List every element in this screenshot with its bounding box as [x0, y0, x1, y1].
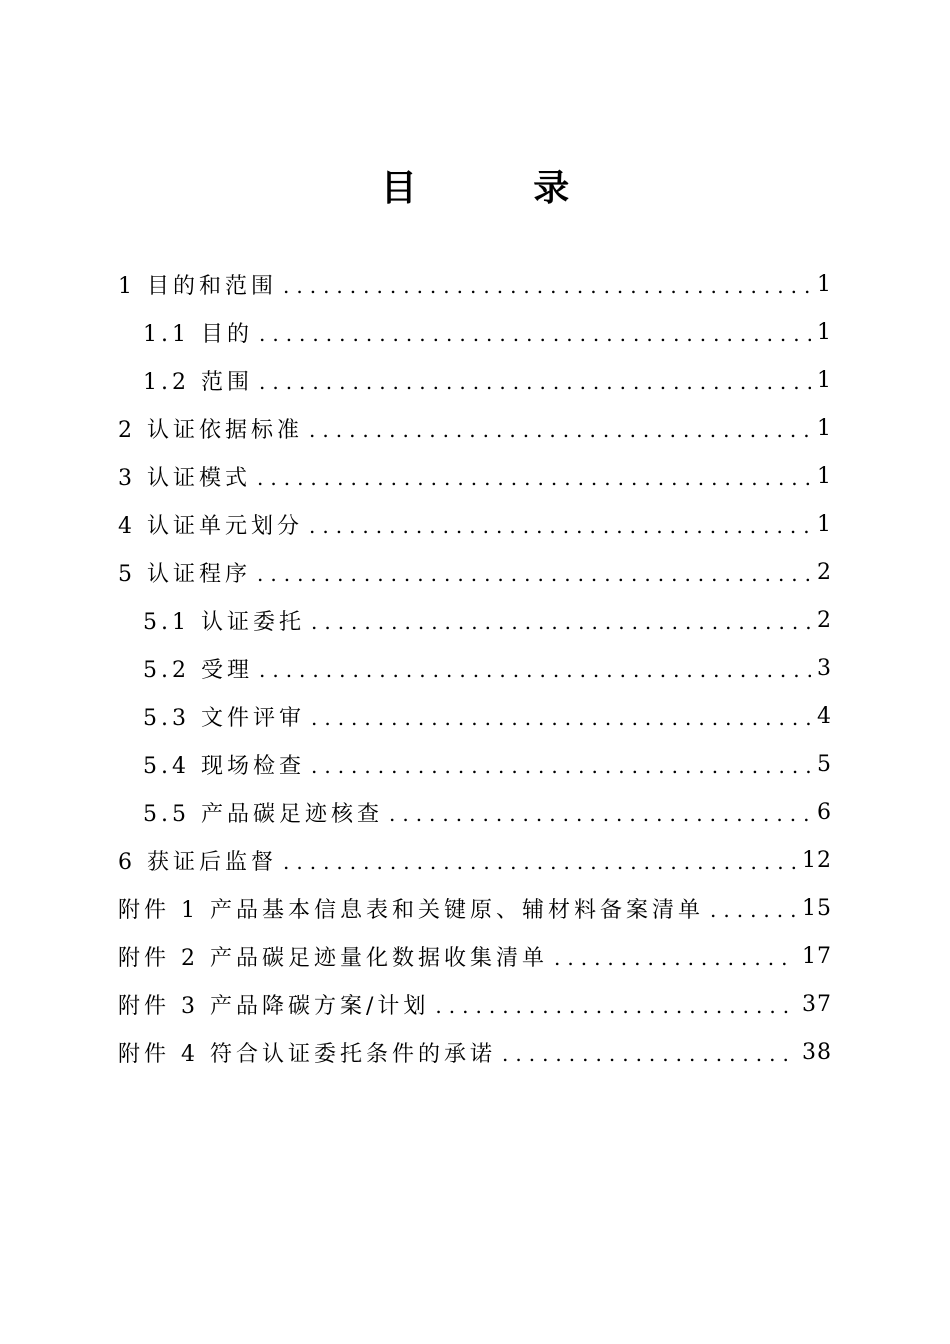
toc-entry[interactable]	[118, 934, 832, 978]
toc-entry-page: 3	[817, 655, 832, 681]
dot-leader	[283, 274, 811, 298]
toc-entry[interactable]	[118, 502, 832, 546]
toc-entry[interactable]	[143, 742, 832, 786]
dot-leader	[309, 514, 811, 538]
dot-leader	[259, 322, 811, 346]
dot-leader	[502, 1042, 796, 1066]
toc-entry-page: 5	[817, 751, 832, 777]
page-title: 目 录	[380, 167, 622, 209]
toc-entry-page: 2	[817, 559, 832, 585]
toc-entry[interactable]	[118, 454, 832, 498]
dot-leader	[257, 562, 811, 586]
toc-entry-label: 1 目的和范围	[118, 273, 277, 299]
toc-entry[interactable]	[143, 694, 832, 738]
dot-leader	[259, 370, 811, 394]
toc-entry-label: 5.1 认证委托	[143, 609, 305, 635]
toc-entry-page: 2	[817, 607, 832, 633]
toc-entry-label: 2 认证依据标准	[118, 417, 303, 443]
toc-entry[interactable]	[143, 310, 832, 354]
toc-entry[interactable]	[118, 550, 832, 594]
toc-entry-page: 15	[802, 895, 832, 921]
dot-leader	[311, 706, 811, 730]
toc-entry-page: 12	[802, 847, 832, 873]
dot-leader	[311, 754, 811, 778]
toc-entry-page: 1	[817, 271, 832, 297]
toc-entry[interactable]	[118, 982, 832, 1026]
toc-entry-page: 1	[817, 463, 832, 489]
toc-entry-label: 附件 3 产品降碳方案/计划	[118, 993, 430, 1019]
toc-entry[interactable]	[118, 1030, 832, 1074]
toc-entry-label: 5.2 受理	[143, 657, 253, 683]
toc-entry-page: 4	[817, 703, 832, 729]
toc-entry[interactable]	[143, 358, 832, 402]
toc-entry-label: 6 获证后监督	[118, 849, 277, 875]
dot-leader	[710, 898, 796, 922]
dot-leader	[309, 418, 811, 442]
toc-entry-page: 1	[817, 319, 832, 345]
toc-entry-label: 附件 1 产品基本信息表和关键原、辅材料备案清单	[118, 897, 704, 923]
toc-entry-page: 1	[817, 511, 832, 537]
toc-entry-label: 5 认证程序	[118, 561, 251, 587]
toc-entry[interactable]	[118, 838, 832, 882]
toc-entry-label: 5.5 产品碳足迹核查	[143, 801, 383, 827]
toc-entry[interactable]	[118, 886, 832, 930]
toc-entry-page: 1	[817, 367, 832, 393]
dot-leader	[435, 994, 796, 1018]
toc-entry[interactable]	[118, 406, 832, 450]
toc-entry-page: 6	[817, 799, 832, 825]
dot-leader	[259, 658, 811, 682]
toc-entry-page: 37	[802, 991, 832, 1017]
toc-entry[interactable]	[143, 790, 832, 834]
toc-entry-label: 3 认证模式	[118, 465, 251, 491]
toc-entry-page: 38	[802, 1039, 832, 1065]
toc-entry-page: 17	[802, 943, 832, 969]
toc-entry-label: 1.1 目的	[143, 321, 253, 347]
toc-entry-label: 1.2 范围	[143, 369, 253, 395]
dot-leader	[554, 946, 796, 970]
dot-leader	[283, 850, 796, 874]
dot-leader	[257, 466, 811, 490]
toc-entry[interactable]	[143, 646, 832, 690]
toc-entry-label: 附件 2 产品碳足迹量化数据收集清单	[118, 945, 548, 971]
dot-leader	[311, 610, 811, 634]
toc-entry-label: 附件 4 符合认证委托条件的承诺	[118, 1041, 496, 1067]
toc-entry[interactable]	[118, 262, 832, 306]
toc-entry-label: 5.3 文件评审	[143, 705, 305, 731]
dot-leader	[389, 802, 811, 826]
toc-entry-label: 5.4 现场检查	[143, 753, 305, 779]
toc-entry-label: 4 认证单元划分	[118, 513, 303, 539]
toc-entry[interactable]	[143, 598, 832, 642]
toc-entry-page: 1	[817, 415, 832, 441]
